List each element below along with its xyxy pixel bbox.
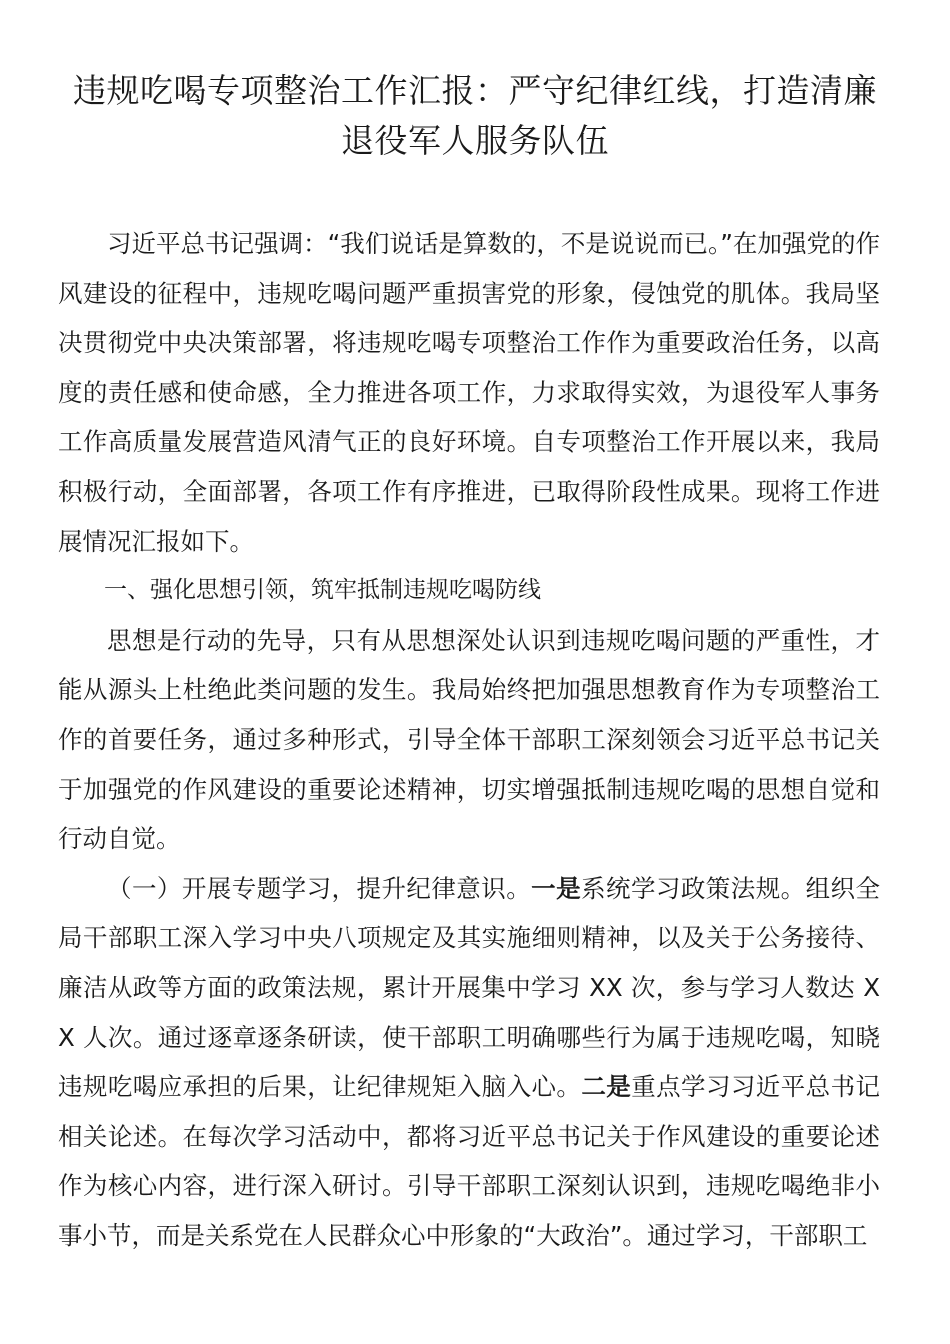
section-1-paragraph: 思想是行动的先导，只有从思想深处认识到违规吃喝问题的严重性，才能从源头上杜绝此类问题的发生。我局始终把加强思想教育作为专项整治工作的首要任务，通过多种形式，引导全体干部职工深刻领会习近平总书记关于加强党的作风建设的重要论述精神，切实增强抵制违规吃喝的思想自觉和行动自觉。	[58, 625, 880, 854]
point-2-label: 二是	[581, 1072, 632, 1102]
point-1-text: 系统学习政策法规。组织全局干部职工深入学习中央八项规定及其实施细则精神，以及关于公务接待、廉洁从政等方面的政策法规，累计开展集中学习 XX 次，参与学习人数达 XX 人次。通过逐章逐条研读，使干部职工明确哪些行为属于违规吃喝，知晓违规吃喝应承担的后果，让纪律规矩入脑入心。	[58, 873, 881, 1102]
section-heading-1: 一、强化思想引领，筑牢抵制违规吃喝防线	[104, 577, 541, 604]
point-1-label: 一是	[531, 873, 582, 903]
intro-paragraph: 习近平总书记强调：“我们说话是算数的，不是说说而已。”在加强党的作风建设的征程中，违规吃喝问题严重损害党的形象，侵蚀党的肌体。我局坚决贯彻党中央决策部署，将违规吃喝专项整治工作作为重要政治任务，以高度的责任感和使命感，全力推进各项工作，力求取得实效，为退役军人事务工作高质量发展营造风清气正的良好环境。自专项整治工作开展以来，我局积极行动，全面部署，各项工作有序推进，已取得阶段性成果。现将工作进展情况汇报如下。	[58, 229, 880, 556]
subsection-1-paragraph	[58, 864, 880, 1261]
subsection-1-heading: （一）开展专题学习，提升纪律意识。	[107, 873, 532, 903]
point-2-text: 重点学习习近平总书记相关论述。在每次学习活动中，都将习近平总书记关于作风建设的重要论述作为核心内容，进行深入研讨。引导干部职工深刻认识到，违规吃喝绝非小事小节，而是关系党在人民群众心中形象的“大政治”。通过学习，干部职工	[58, 1072, 880, 1250]
document-title: 违规吃喝专项整治工作汇报：严守纪律红线，打造清廉退役军人服务队伍	[73, 71, 877, 160]
document-body	[58, 219, 880, 1260]
